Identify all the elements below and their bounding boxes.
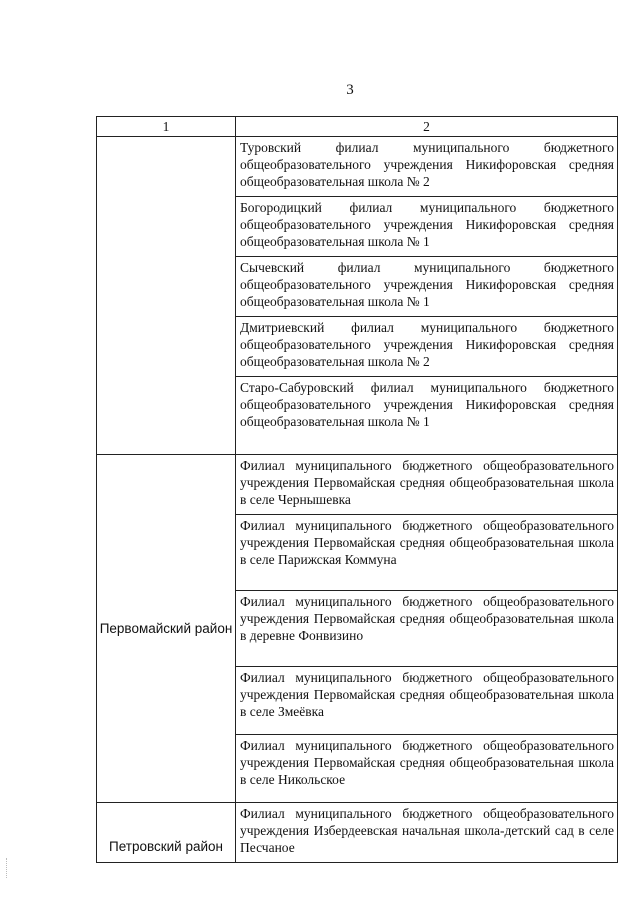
school-entry-text: Богородицкий филиал муниципального бюджетного общеобразовательного учреждения Никифоровская средняя общеобразовательная школа № 1: [240, 200, 614, 249]
school-entry: [236, 257, 618, 317]
page-number: 3: [346, 82, 354, 98]
branches-table: [96, 116, 618, 863]
school-entry: [236, 197, 618, 257]
column-header-1: 1: [97, 117, 236, 137]
school-entry: [236, 667, 618, 735]
table-row: [97, 455, 618, 515]
school-entry-text: Старо-Сабуровский филиал муниципального бюджетного общеобразовательного учреждения Никифоровская средняя общеобразовательная школа № 1: [240, 380, 614, 429]
table-header-row: [97, 117, 618, 137]
school-entry-text: Сычевский филиал муниципального бюджетного общеобразовательного учреждения Никифоровская средняя общеобразовательная школа № 1: [240, 260, 614, 309]
school-entry-text: Дмитриевский филиал муниципального бюджетного общеобразовательного учреждения Никифоровская средняя общеобразовательная школа № 2: [240, 320, 614, 369]
school-entry-text: Филиал муниципального бюджетного общеобразовательного учреждения Первомайская средняя общеобразовательная школа в селе Змеёвка: [240, 670, 614, 719]
table-row: [97, 803, 618, 863]
school-entry-text: Туровский филиал муниципального бюджетного общеобразовательного учреждения Никифоровская средняя общеобразовательная школа № 2: [240, 140, 614, 189]
table-row: [97, 137, 618, 197]
school-entry: [236, 591, 618, 667]
district-cell: Первомайский район: [97, 455, 236, 803]
school-entry-text: Филиал муниципального бюджетного общеобразовательного учреждения Первомайская средняя общеобразовательная школа в селе Парижская Коммуна: [240, 518, 614, 567]
school-entry: [236, 515, 618, 591]
school-entry-text: Филиал муниципального бюджетного общеобразовательного учреждения Избердеевская начальная школа-детский сад в селе Песчаное: [240, 806, 614, 855]
school-entry: [236, 317, 618, 377]
school-entry: [236, 377, 618, 455]
district-cell: Петровский район: [97, 803, 236, 863]
school-entry: [236, 455, 618, 515]
school-entry-text: Филиал муниципального бюджетного общеобразовательного учреждения Первомайская средняя общеобразовательная школа в деревне Фонвизино: [240, 594, 614, 643]
scan-margin-mark: [6, 858, 8, 878]
district-cell: [97, 137, 236, 455]
school-entry-text: Филиал муниципального бюджетного общеобразовательного учреждения Первомайская средняя общеобразовательная школа в селе Никольское: [240, 738, 614, 787]
school-entry: [236, 137, 618, 197]
school-entry: [236, 803, 618, 863]
column-header-2: 2: [236, 117, 618, 137]
school-entry: [236, 735, 618, 803]
school-entry-text: Филиал муниципального бюджетного общеобразовательного учреждения Первомайская средняя общеобразовательная школа в селе Чернышевка: [240, 458, 614, 507]
